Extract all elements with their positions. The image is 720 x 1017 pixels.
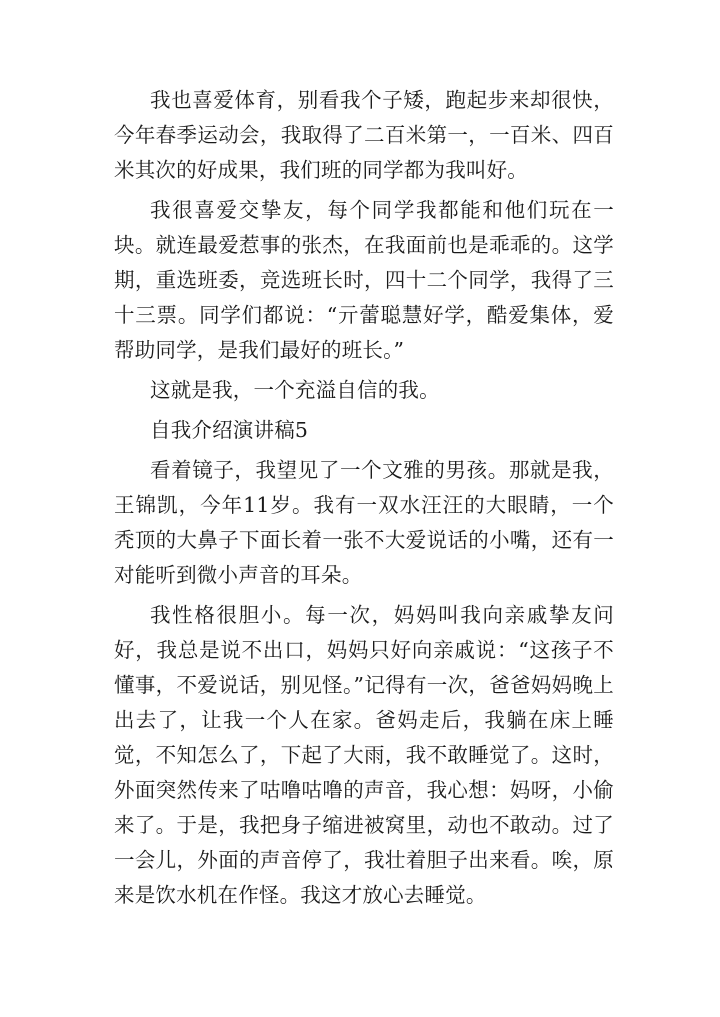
paragraph-timid: 我性格很胆小。每一次，妈妈叫我向亲戚挚友问好，我总是说不出口，妈妈只好向亲戚说：“这孩子不懂事，不爱说话，别见怪。”记得有一次，爸爸妈妈晚上出去了，让我一个人在家。爸妈走后，我躺在床上睡觉，不知怎么了，下起了大雨，我不敢睡觉了。这时，外面突然传来了咕噜咕噜的声音，我心想：妈呀，小偷来了。于是，我把身子缩进被窝里，动也不敢动。过了一会儿，外面的声音停了，我壮着胆子出来看。唉，原来是饮水机在作怪。我这才放心去睡觉。 — [114, 603, 614, 907]
paragraph-confident: 这就是我，一个充溢自信的我。 — [150, 378, 440, 402]
document-body — [114, 83, 614, 913]
paragraph-mirror: 看着镜子，我望见了一个文雅的男孩。那就是我，王锦凯，今年11岁。我有一双水汪汪的大眼睛，一个秃顶的大鼻子下面长着一张不大爱说话的小嘴，还有一对能听到微小声音的耳朵。 — [114, 458, 614, 587]
paragraph-sports: 我也喜爱体育，别看我个子矮，跑起步来却很快，今年春季运动会，我取得了二百米第一，一百米、四百米其次的好成果，我们班的同学都为我叫好。 — [114, 88, 614, 182]
section-title: 自我介绍演讲稿5 — [150, 418, 309, 442]
paragraph-friends: 我很喜爱交挚友，每个同学我都能和他们玩在一块。就连最爱惹事的张杰，在我面前也是乖乖的。这学期，重选班委，竞选班长时，四十二个同学，我得了三十三票。同学们都说：“亓蕾聪慧好学，酷爱集体，爱帮助同学，是我们最好的班长。” — [114, 198, 614, 362]
